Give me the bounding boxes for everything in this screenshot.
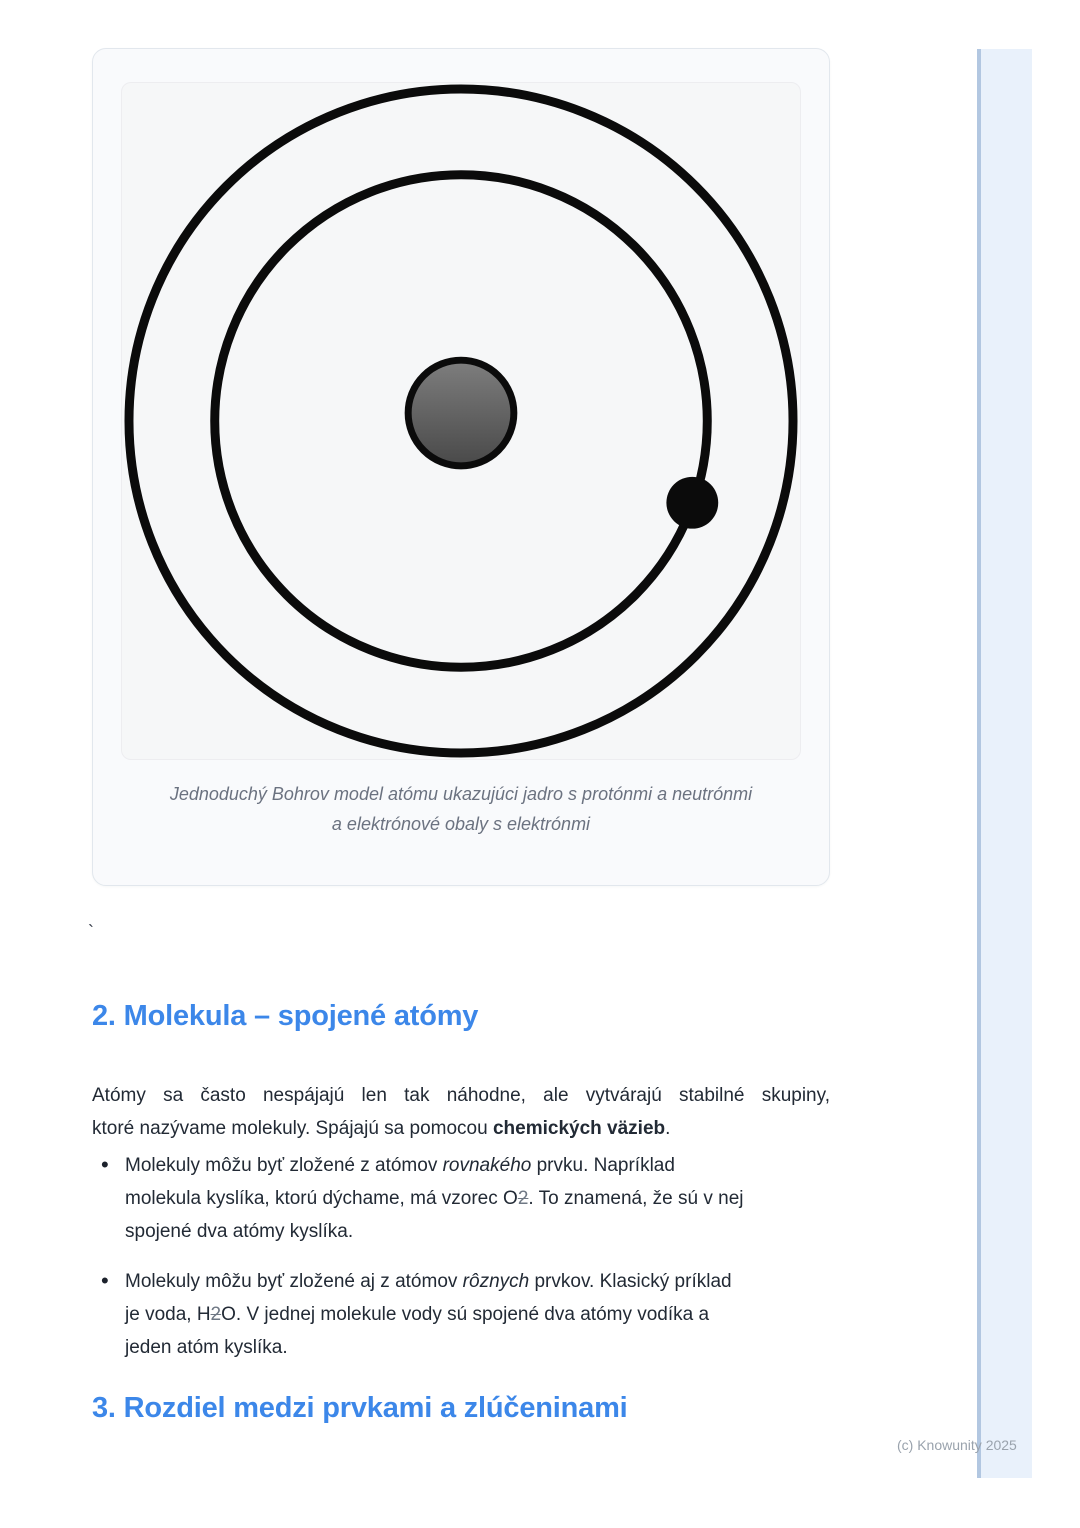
bullet1-line2-strike2: 2 — [517, 1188, 529, 1209]
figure-caption — [93, 779, 829, 839]
bullet1-line3 — [125, 1215, 830, 1248]
bullet2-line1-italic: rôznych — [462, 1271, 530, 1292]
bullet1-line3-text: spojené dva atómy kyslíka. — [125, 1221, 354, 1242]
bullet2-line3-text: jeden atóm kyslíka. — [125, 1337, 288, 1358]
bullet-list — [92, 1149, 830, 1381]
intro-line2-bold: chemických väzieb — [492, 1118, 666, 1139]
intro-line2-text: ktoré nazývame molekuly. Spájajú sa pomocou — [92, 1118, 493, 1139]
section-heading-rozdiel: 3. Rozdiel medzi prvkami a zlúčeninami — [92, 1392, 628, 1424]
section-heading-molekula: 2. Molekula – spojené atómy — [92, 1000, 479, 1032]
bullet2-line3 — [125, 1331, 830, 1364]
bullet1-line2-text2: . To znamená, že sú v nej — [528, 1188, 744, 1209]
copyright-footer: (c) Knowunity 2025 — [897, 1437, 1017, 1453]
bullet2-line2 — [125, 1298, 830, 1331]
bullet1-line1-italic: rovnakého — [442, 1155, 532, 1176]
bullet2-line1-text2: prvkov. Klasický príklad — [529, 1271, 732, 1292]
intro-line2 — [92, 1112, 830, 1145]
list-item-water — [92, 1265, 830, 1364]
bullet2-line2-text2: O. V jednej molekule vody sú spojené dva atómy vodíka a — [221, 1304, 710, 1325]
bullet1-line2-text: molekula kyslíka, ktorú dýchame, má vzorec O — [125, 1188, 518, 1209]
right-scrollbar[interactable] — [977, 49, 1032, 1478]
intro-paragraph — [92, 1079, 830, 1145]
bullet1-line1 — [125, 1149, 830, 1182]
bohr-atom-diagram — [122, 83, 800, 759]
nucleus — [408, 360, 514, 466]
figure-caption-line2: a elektrónové obaly s elektrónmi — [331, 814, 591, 834]
intro-line2-period: . — [665, 1118, 671, 1139]
electron — [666, 477, 718, 529]
figure-caption-line1: Jednoduchý Bohrov model atómu ukazujúci jadro s protónmi a neutrónmi — [169, 784, 753, 804]
bullet1-line1-text: Molekuly môžu byť zložené z atómov — [125, 1155, 443, 1176]
intro-line1: Atómy sa často nespájajú len tak náhodne, ale vytvárajú stabilné skupiny, — [92, 1085, 830, 1106]
bullet2-line1 — [125, 1265, 830, 1298]
figure-card — [92, 48, 830, 886]
figure-image — [121, 82, 801, 760]
bullet1-line1-text2: prvku. Napríklad — [531, 1155, 675, 1176]
bullet2-line2-strike2: 2 — [210, 1304, 222, 1325]
bullet2-line2-text: je voda, H — [125, 1304, 211, 1325]
list-item-oxygen — [92, 1149, 830, 1248]
stray-backtick: ` — [88, 922, 94, 942]
bullet1-line2 — [125, 1182, 830, 1215]
bullet2-line1-text: Molekuly môžu byť zložené aj z atómov — [125, 1271, 463, 1292]
